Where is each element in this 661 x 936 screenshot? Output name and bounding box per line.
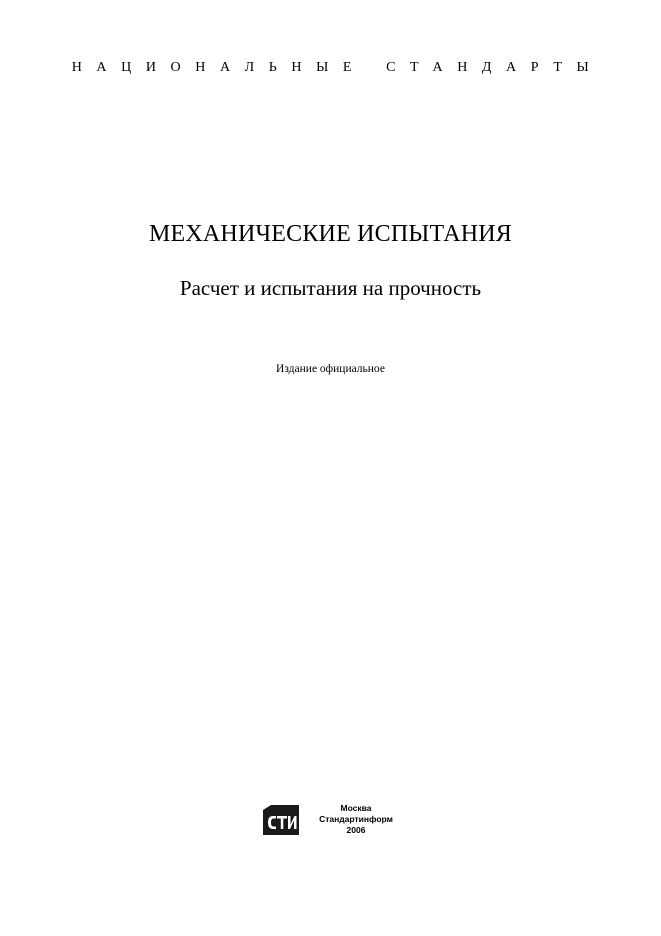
publisher-imprint [261, 803, 411, 843]
imprint-publisher: Стандартинформ [319, 814, 393, 824]
standartinform-logo-icon [261, 804, 301, 837]
series-header [0, 60, 661, 76]
series-word-2: СТАНДАРТЫ [386, 60, 604, 75]
imprint-city: Москва [340, 803, 372, 813]
series-word-1: НАЦИОНАЛЬНЫЕ [71, 60, 367, 75]
document-title: МЕХАНИЧЕСКИЕ ИСПЫТАНИЯ [148, 221, 513, 247]
document-subtitle: Расчет и испытания на прочность [179, 276, 482, 300]
imprint-text [311, 803, 401, 836]
edition-note: Издание официальное [276, 363, 385, 375]
imprint-year: 2006 [346, 825, 366, 835]
